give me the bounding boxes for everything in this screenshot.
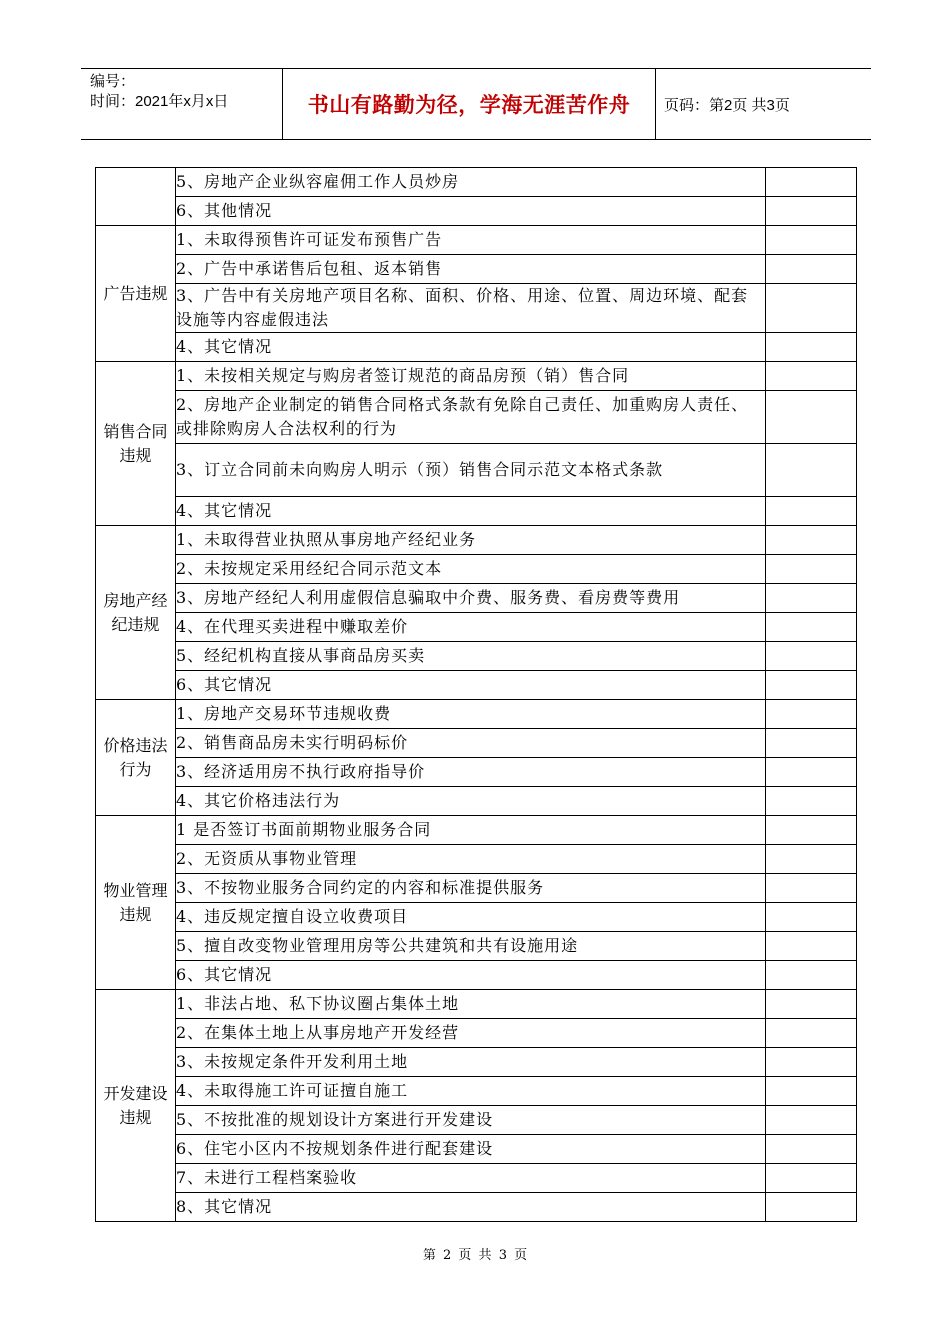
violation-item-cell: 5、经纪机构直接从事商品房买卖: [176, 642, 766, 671]
table-row: [96, 990, 857, 1019]
check-cell[interactable]: [766, 671, 857, 700]
header-page-number: 页码：第2页 共3页: [664, 96, 790, 114]
check-cell[interactable]: [766, 197, 857, 226]
header-motto: 书山有路勤为径，学海无涯苦作舟: [283, 69, 656, 139]
violation-item-cell: 4、其它情况: [176, 497, 766, 526]
table-row: [96, 1164, 857, 1193]
check-cell[interactable]: [766, 1106, 857, 1135]
check-cell[interactable]: [766, 787, 857, 816]
check-cell[interactable]: [766, 758, 857, 787]
check-cell[interactable]: [766, 729, 857, 758]
table-row: [96, 1106, 857, 1135]
check-cell[interactable]: [766, 526, 857, 555]
check-cell[interactable]: [766, 932, 857, 961]
table-row: [96, 700, 857, 729]
table-row: [96, 526, 857, 555]
violation-item-cell: 1 是否签订书面前期物业服务合同: [176, 816, 766, 845]
violation-item-cell: 6、住宅小区内不按规划条件进行配套建设: [176, 1135, 766, 1164]
table-row: [96, 758, 857, 787]
table-row: [96, 444, 857, 497]
check-cell[interactable]: [766, 284, 857, 333]
check-cell[interactable]: [766, 1193, 857, 1222]
table-row: [96, 932, 857, 961]
check-cell[interactable]: [766, 990, 857, 1019]
check-cell[interactable]: [766, 845, 857, 874]
violation-item-cell: 1、未取得预售许可证发布预售广告: [176, 226, 766, 255]
check-cell[interactable]: [766, 1048, 857, 1077]
category-cell: 销售合同违规: [96, 362, 176, 526]
check-cell[interactable]: [766, 1077, 857, 1106]
violation-item-cell: 6、其它情况: [176, 961, 766, 990]
violation-item-cell: 3、广告中有关房地产项目名称、面积、价格、用途、位置、周边环境、配套设施等内容虚假违法: [176, 284, 766, 333]
violation-item-cell: 2、广告中承诺售后包租、返本销售: [176, 255, 766, 284]
check-cell[interactable]: [766, 584, 857, 613]
check-cell[interactable]: [766, 255, 857, 284]
violation-item-cell: 5、擅自改变物业管理用房等公共建筑和共有设施用途: [176, 932, 766, 961]
table-row: [96, 1193, 857, 1222]
violation-item-cell: 3、未按规定条件开发利用土地: [176, 1048, 766, 1077]
check-cell[interactable]: [766, 168, 857, 197]
check-cell[interactable]: [766, 961, 857, 990]
table-row: [96, 255, 857, 284]
check-cell[interactable]: [766, 613, 857, 642]
check-cell[interactable]: [766, 700, 857, 729]
table-row: [96, 497, 857, 526]
table-row: [96, 1048, 857, 1077]
violation-item-cell: 1、非法占地、私下协议圈占集体土地: [176, 990, 766, 1019]
check-cell[interactable]: [766, 444, 857, 497]
table-row: [96, 362, 857, 391]
table-row: [96, 787, 857, 816]
table-row: [96, 874, 857, 903]
check-cell[interactable]: [766, 555, 857, 584]
check-cell[interactable]: [766, 497, 857, 526]
category-cell: 广告违规: [96, 226, 176, 362]
table-row: [96, 729, 857, 758]
page-footer: 第 2 页 共 3 页: [422, 1248, 528, 1263]
table-row: [96, 555, 857, 584]
table-row: [96, 816, 857, 845]
violation-item-cell: 4、未取得施工许可证擅自施工: [176, 1077, 766, 1106]
table-row: [96, 961, 857, 990]
category-cell: 物业管理违规: [96, 816, 176, 990]
check-cell[interactable]: [766, 1135, 857, 1164]
violation-item-cell: 6、其它情况: [176, 671, 766, 700]
violation-item-cell: 2、在集体土地上从事房地产开发经营: [176, 1019, 766, 1048]
check-cell[interactable]: [766, 1019, 857, 1048]
table-row: [96, 584, 857, 613]
table-row: [96, 845, 857, 874]
table-row: [96, 1019, 857, 1048]
violation-item-cell: 5、房地产企业纵容雇佣工作人员炒房: [176, 168, 766, 197]
document-number-label: 编号：: [90, 73, 136, 90]
table-row: [96, 226, 857, 255]
violation-item-cell: 5、不按批准的规划设计方案进行开发建设: [176, 1106, 766, 1135]
check-cell[interactable]: [766, 874, 857, 903]
header-info: [81, 69, 283, 139]
table-row: [96, 903, 857, 932]
check-cell[interactable]: [766, 642, 857, 671]
violation-item-cell: 1、房地产交易环节违规收费: [176, 700, 766, 729]
check-cell[interactable]: [766, 903, 857, 932]
violation-item-cell: 1、未取得营业执照从事房地产经纪业务: [176, 526, 766, 555]
violation-item-cell: 2、销售商品房未实行明码标价: [176, 729, 766, 758]
violation-item-cell: 4、其它情况: [176, 333, 766, 362]
violation-item-cell: 2、无资质从事物业管理: [176, 845, 766, 874]
document-date: 时间：2021年x月x日: [90, 93, 229, 110]
violation-item-cell: 3、房地产经纪人利用虚假信息骗取中介费、服务费、看房费等费用: [176, 584, 766, 613]
table-row: [96, 391, 857, 444]
table-row: [96, 642, 857, 671]
violation-item-cell: 4、违反规定擅自设立收费项目: [176, 903, 766, 932]
table-row: [96, 1135, 857, 1164]
table-row: [96, 284, 857, 333]
table-row: [96, 333, 857, 362]
violation-item-cell: 7、未进行工程档案验收: [176, 1164, 766, 1193]
violation-item-cell: 3、经济适用房不执行政府指导价: [176, 758, 766, 787]
category-cell: 房地产经纪违规: [96, 526, 176, 700]
violation-item-cell: 8、其它情况: [176, 1193, 766, 1222]
violation-item-cell: 1、未按相关规定与购房者签订规范的商品房预（销）售合同: [176, 362, 766, 391]
table-row: [96, 671, 857, 700]
category-cell: [96, 168, 176, 226]
check-cell[interactable]: [766, 1164, 857, 1193]
violation-item-cell: 3、不按物业服务合同约定的内容和标准提供服务: [176, 874, 766, 903]
table-row: [96, 197, 857, 226]
table-row: [96, 168, 857, 197]
violation-item-cell: 6、其他情况: [176, 197, 766, 226]
table-row: [96, 613, 857, 642]
check-cell[interactable]: [766, 816, 857, 845]
category-cell: 价格违法行为: [96, 700, 176, 816]
violation-item-cell: 4、在代理买卖进程中赚取差价: [176, 613, 766, 642]
table-row: [96, 1077, 857, 1106]
violation-item-cell: 2、未按规定采用经纪合同示范文本: [176, 555, 766, 584]
check-cell[interactable]: [766, 226, 857, 255]
violation-checklist-table: [95, 167, 857, 1222]
check-cell[interactable]: [766, 391, 857, 444]
category-cell: 开发建设违规: [96, 990, 176, 1222]
violation-item-cell: 4、其它价格违法行为: [176, 787, 766, 816]
violation-item-cell: 3、订立合同前未向购房人明示（预）销售合同示范文本格式条款: [176, 444, 766, 497]
check-cell[interactable]: [766, 362, 857, 391]
violation-item-cell: 2、房地产企业制定的销售合同格式条款有免除自己责任、加重购房人责任、或排除购房人合法权利的行为: [176, 391, 766, 444]
check-cell[interactable]: [766, 333, 857, 362]
page-header: [81, 68, 871, 140]
